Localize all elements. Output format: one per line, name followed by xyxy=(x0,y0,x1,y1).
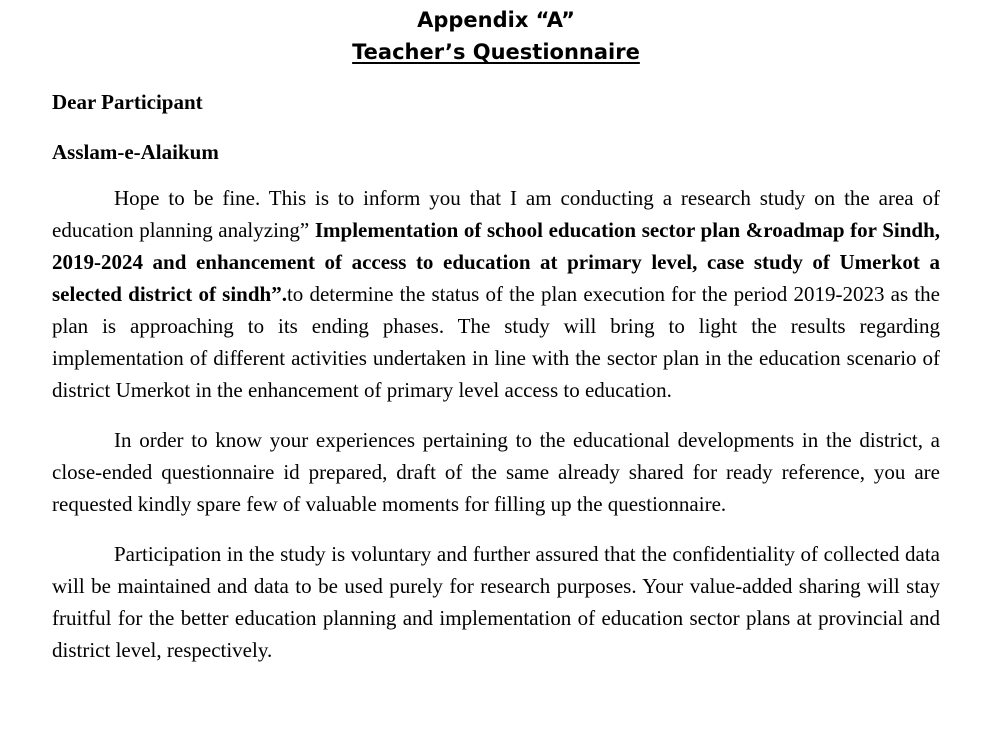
paragraph-intro xyxy=(52,182,940,406)
paragraph-intro-text: Hope to be fine. This is to inform you that I am conducting a research study on the area of education planning analyzing” xyxy=(52,186,940,242)
study-title: Implementation of school education sector plan &roadmap for Sindh, 2019-2024 and enhancement of access to education at primary level, case study of Umerkot a selected district of sindh”. xyxy=(52,218,941,306)
questionnaire-title: Teacher’s Questionnaire xyxy=(352,40,640,64)
paragraph-confidentiality: Participation in the study is voluntary and further assured that the confidentiality of collected data will be maintained and data to be used purely for research purposes. Your value-added sharing will stay fruitful for the better education planning and implementation of education sector plans at provincial and district level, respectively. xyxy=(52,542,940,662)
paragraph-request: In order to know your experiences pertaining to the educational developments in the district, a close-ended questionnaire id prepared, draft of the same already shared for ready reference, you are requested kindly spare few of valuable moments for filling up the questionnaire. xyxy=(52,428,940,516)
greeting: Asslam-e-Alaikum xyxy=(52,140,219,164)
document-page xyxy=(52,0,940,750)
appendix-title: Appendix “A” xyxy=(417,8,575,32)
paragraph-intro-rest: to determine the status of the plan execution for the period 2019-2023 as the plan is approaching to its ending phases. The study will bring to light the results regarding implementation of different activities undertaken in line with the sector plan in the education scenario of district Umerkot in the enhancement of primary level access to education. xyxy=(52,282,940,402)
salutation: Dear Participant xyxy=(52,90,203,114)
